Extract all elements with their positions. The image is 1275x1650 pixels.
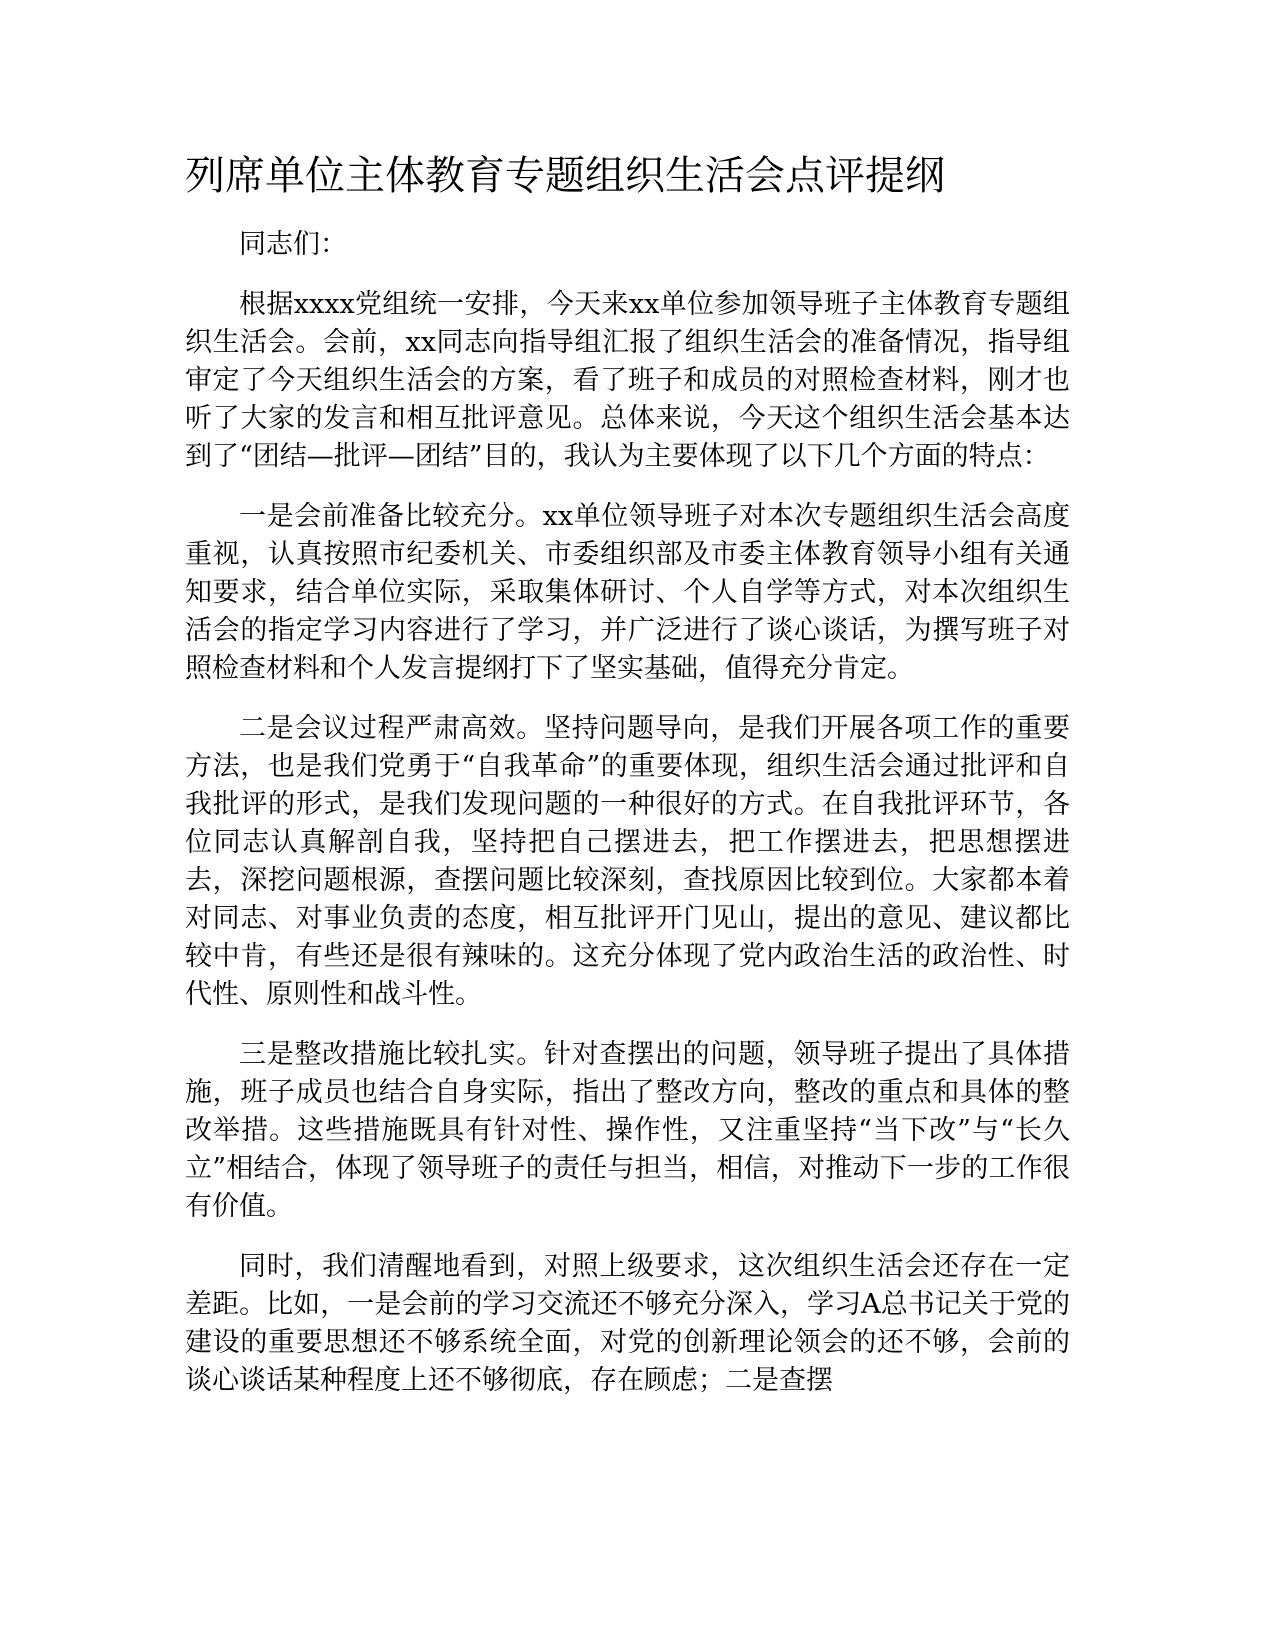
paragraph-point-two: 二是会议过程严肃高效。坚持问题导向，是我们开展各项工作的重要方法，也是我们党勇于“自我革命”的重要体现，组织生活会通过批评和自我批评的形式，是我们发现问题的一种很好的方式。在自我批评环节，各位同志认真解剖自我，坚持把自己摆进去，把工作摆进去，把思想摆进去，深挖问题根源，查摆问题比较深刻，查找原因比较到位。大家都本着对同志、对事业负责的态度，相互批评开门见山，提出的意见、建议都比较中肯，有些还是很有辣味的。这充分体现了党内政治生活的政治性、时代性、原则性和战斗性。 [185,713,1070,1010]
paragraph-intro: 根据xxxx党组统一安排，今天来xx单位参加领导班子主体教育专题组织生活会。会前，xx同志向指导组汇报了组织生活会的准备情况，指导组审定了今天组织生活会的方案，看了班子和成员的对照检查材料，刚才也听了大家的发言和相互批评意见。总体来说，今天这个组织生活会基本达到了“团结—批评—团结”目的，我认为主要体现了以下几个方面的特点： [185,289,1070,472]
salutation: 同志们： [239,229,347,260]
paragraph-shortcomings: 同时，我们清醒地看到，对照上级要求，这次组织生活会还存在一定差距。比如，一是会前的学习交流还不够充分深入，学习A总书记关于党的建设的重要思想还不够系统全面，对党的创新理论领会的还不够，会前的谈心谈话某种程度上还不够彻底，存在顾虑；二是查摆 [185,1251,1070,1396]
document-body [185,150,1070,1422]
document-title: 列席单位主体教育专题组织生活会点评提纲 [185,153,945,199]
paragraph-point-three: 三是整改措施比较扎实。针对查摆出的问题，领导班子提出了具体措施，班子成员也结合自身实际，指出了整改方向，整改的重点和具体的整改举措。这些措施既具有针对性、操作性，又注重坚持“当下改”与“长久立”相结合，体现了领导班子的责任与担当，相信，对推动下一步的工作很有价值。 [185,1039,1070,1222]
paragraph-point-one: 一是会前准备比较充分。xx单位领导班子对本次专题组织生活会高度重视，认真按照市纪委机关、市委组织部及市委主体教育领导小组有关通知要求，结合单位实际，采取集体研讨、个人自学等方式，对本次组织生活会的指定学习内容进行了学习，并广泛进行了谈心谈话，为撰写班子对照检查材料和个人发言提纲打下了坚实基础，值得充分肯定。 [185,501,1070,684]
